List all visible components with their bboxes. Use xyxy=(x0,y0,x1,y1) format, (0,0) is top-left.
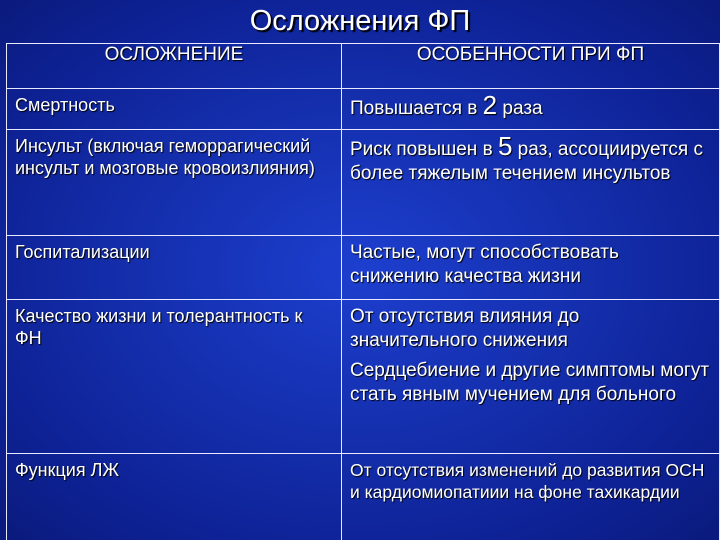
slide-title: Осложнения ФП xyxy=(249,5,471,37)
feature-text-extra: Сердцебиение и другие симптомы могут стать явным мучением для больного xyxy=(350,360,710,405)
complications-table xyxy=(6,43,720,540)
table-row xyxy=(7,300,720,454)
table-row xyxy=(7,236,720,300)
feature-number: 5 xyxy=(497,131,513,161)
feature-text: От отсутствия влияния до значительного снижения xyxy=(350,306,580,351)
feature-text: раза xyxy=(497,98,543,119)
feature-cell xyxy=(342,89,720,130)
complication-cell: Смертность xyxy=(7,89,342,130)
feature-text: Риск повышен в xyxy=(350,139,498,160)
feature-cell xyxy=(342,300,720,454)
table-row xyxy=(7,89,720,130)
feature-text: Повышается в xyxy=(350,98,483,119)
feature-cell: Частые, могут способствовать снижению качества жизни xyxy=(342,236,720,300)
table-row xyxy=(7,454,720,540)
feature-cell xyxy=(342,130,720,236)
feature-number: 2 xyxy=(482,90,498,120)
table-header-row xyxy=(7,44,720,89)
complication-cell: Госпитализации xyxy=(7,236,342,300)
complication-cell: Инсульт (включая геморрагический инсульт и мозговые кровоизлияния) xyxy=(7,130,342,236)
table-row xyxy=(7,130,720,236)
column-header-features: ОСОБЕННОСТИ ПРИ ФП xyxy=(342,44,720,89)
column-header-complication: ОСЛОЖНЕНИЕ xyxy=(7,44,342,89)
feature-cell: От отсутствия изменений до развития ОСН и кардиомиопатиии на фоне тахикардии xyxy=(342,454,720,540)
feature-text: раз, ассоциируется с более тяжелым течением инсультов xyxy=(350,139,703,184)
complication-cell: Качество жизни и толерантность к ФН xyxy=(7,300,342,454)
complication-cell: Функция ЛЖ xyxy=(7,454,342,540)
